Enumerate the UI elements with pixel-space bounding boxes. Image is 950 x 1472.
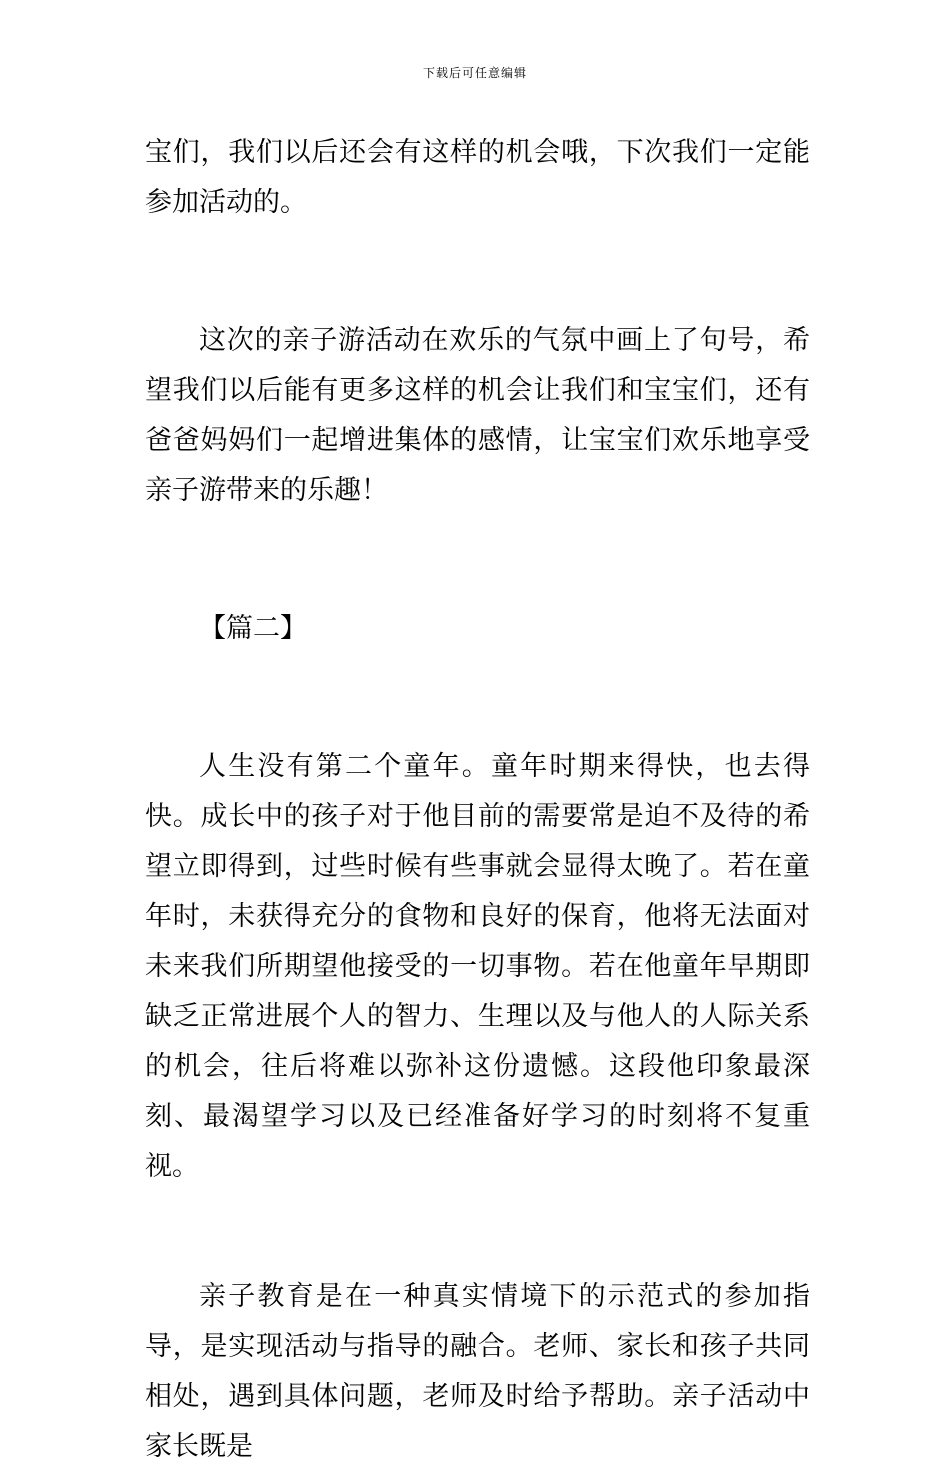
paragraph-gap: [145, 516, 810, 604]
paragraph-continuation: 宝们，我们以后还会有这样的机会哦，下次我们一定能参加活动的。: [145, 137, 810, 218]
paragraph-gap: [145, 1192, 810, 1272]
document-body: [145, 128, 810, 1472]
paragraph-childhood: 人生没有第二个童年。童年时期来得快，也去得快。成长中的孩子对于他目前的需要常是迫不及待的希望立即得到，过些时候有些事就会显得太晚了。若在童年时，未获得充分的食物和良好的保育，他将无法面对未来我们所期望他接受的一切事物。若在他童年早期即缺乏正常进展个人的智力、生理以及与他人的人际关系的机会，往后将难以弥补这份遗憾。这段他印象最深刻、最渴望学习以及已经准备好学习的时刻将不复重视。: [145, 751, 810, 1182]
header-note: 下载后可任意编辑: [422, 66, 527, 80]
paragraph-gap: [145, 228, 810, 316]
section-heading: 【篇二】: [199, 613, 307, 644]
paragraph-gap: [145, 654, 810, 742]
paragraph-parent-child-education: 亲子教育是在一种真实情境下的示范式的参加指导，是实现活动与指导的融合。老师、家长和孩子共同相处，遇到具体问题，老师及时给予帮助。亲子活动中家长既是: [145, 1281, 810, 1462]
paragraph-closing: 这次的亲子游活动在欢乐的气氛中画上了句号，希望我们以后能有更多这样的机会让我们和宝宝们，还有爸爸妈妈们一起增进集体的感情，让宝宝们欢乐地享受亲子游带来的乐趣！: [145, 325, 810, 506]
